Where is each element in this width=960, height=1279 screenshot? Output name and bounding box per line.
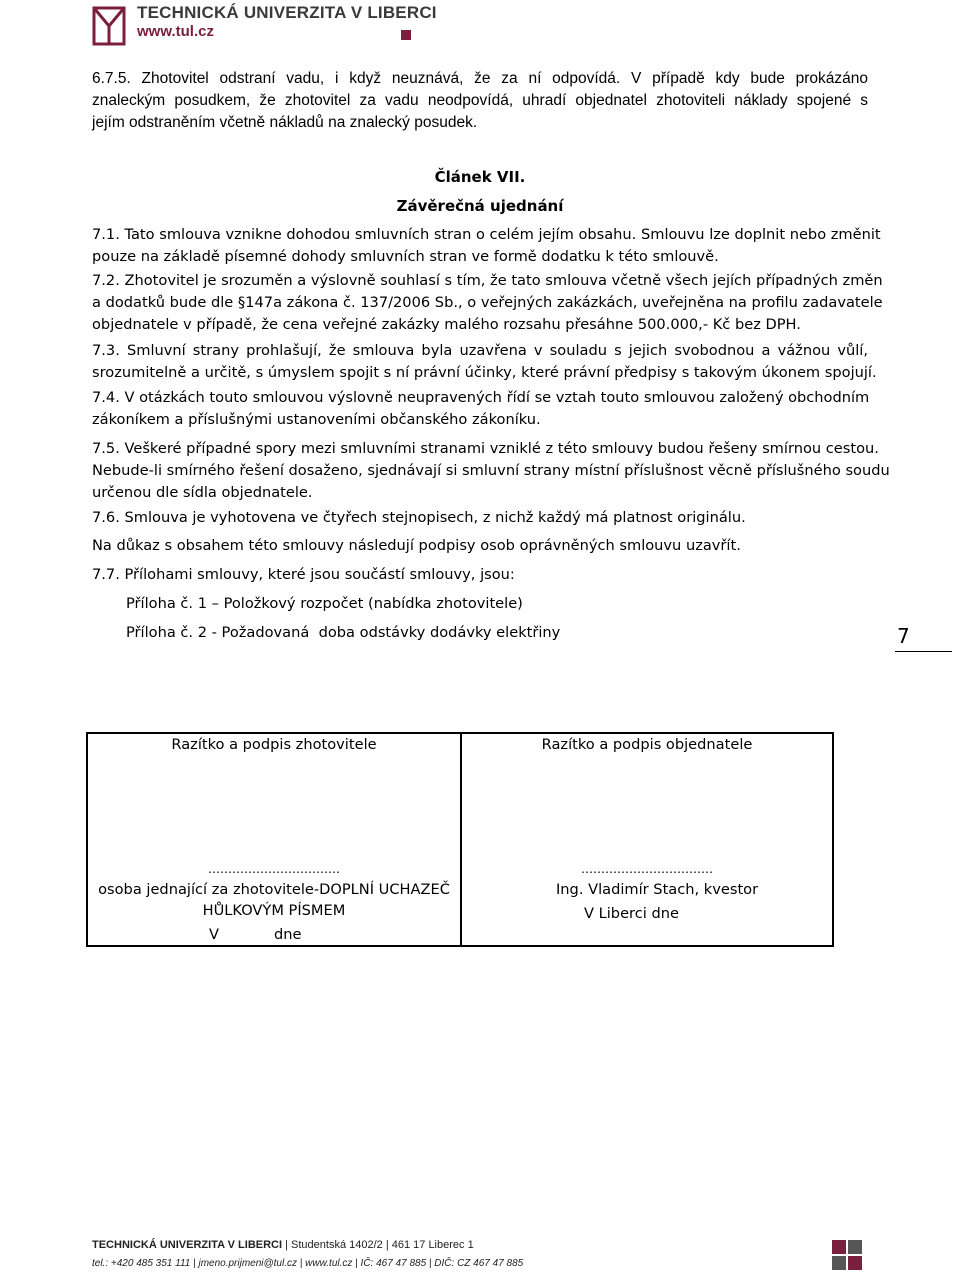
clause-line: určenou dle sídla objednatele. (92, 484, 313, 501)
paragraph-line: 6.7.5. Zhotovitel odstraní vadu, i když neuznává, že za ní odpovídá. V případě kdy bude prokázáno (92, 70, 868, 87)
clause-7-6: 7.6. Smlouva je vyhotovena ve čtyřech stejnopisech, z nichž každý má platnost originálu. (92, 509, 746, 526)
contractor-date: dne (274, 926, 302, 943)
footer-logo-icon (848, 1256, 862, 1270)
signature-line-contractor: …………………………… (208, 862, 340, 876)
client-place-date: V Liberci dne (584, 905, 679, 922)
clause-line: 7.1. Tato smlouva vznikne dohodou smluvních stran o celém jejím obsahu. Smlouvu lze doplnit nebo změnit (92, 226, 881, 243)
footer-logo-icon (848, 1240, 862, 1254)
article-title: Závěrečná ujednání (396, 197, 564, 215)
signature-heading-contractor: Razítko a podpis zhotovitele (171, 736, 377, 753)
clause-line: 7.5. Veškeré případné spory mezi smluvními stranami vzniklé z této smlouvy budou řešeny smírnou cestou. (92, 440, 879, 457)
clause-7-5 (92, 438, 890, 504)
contractor-representative: osoba jednající za zhotovitele-DOPLNÍ UCHAZEČ (98, 881, 450, 898)
page-number-underline (895, 651, 952, 652)
annex-1: Příloha č. 1 – Položkový rozpočet (nabídka zhotovitele) (126, 595, 523, 612)
clause-7-2 (92, 270, 883, 336)
tul-logo-icon (92, 6, 126, 46)
contractor-place: V (209, 926, 219, 943)
clause-line: Nebude-li smírného řešení dosaženo, sjednávají si smluvní strany místní příslušnost věcně příslušného soudu (92, 462, 890, 479)
clause-7-4 (92, 387, 868, 431)
clause-7-7: 7.7. Přílohami smlouvy, které jsou součástí smlouvy, jsou: (92, 566, 515, 583)
clause-line: 7.3. Smluvní strany prohlašují, že smlouva byla uzavřena v souladu s jejich svobodnou a vážnou vůlí, (92, 342, 868, 359)
footer-org: TECHNICKÁ UNIVERZITA V LIBERCI (92, 1239, 283, 1251)
header-university-name: TECHNICKÁ UNIVERZITA V LIBERCI (137, 3, 437, 22)
footer-logo-icon (832, 1256, 846, 1270)
footer-address-line (92, 1239, 474, 1251)
footer-logo-icon (832, 1240, 846, 1254)
clause-7-1 (92, 224, 881, 268)
header-url[interactable]: www.tul.cz (137, 23, 214, 40)
signature-heading-client: Razítko a podpis objednatele (541, 736, 753, 753)
footer-address: | Studentská 1402/2 | 461 17 Liberec 1 (282, 1239, 474, 1251)
signature-table-divider (460, 732, 462, 947)
clause-line: pouze na základě písemné dohody smluvních stran ve formě dodatku k této smlouvě. (92, 248, 719, 265)
clause-line: srozumitelně a určitě, s úmyslem spojit s ní právní účinky, které právní předpisy s takovým úkonem spojují. (92, 364, 877, 381)
paragraph-line: znaleckým posudkem, že zhotovitel za vadu neodpovídá, uhradí objednatel zhotoviteli náklady spojené s (92, 92, 868, 109)
paragraph-line: jejím odstraněním včetně nákladů na znalecký posudek. (92, 114, 478, 131)
clause-7-3 (92, 340, 877, 384)
article-number: Článek VII. (434, 168, 526, 186)
paragraph-675 (92, 68, 868, 134)
contractor-block-letters-note: HŮLKOVÝM PÍSMEM (202, 902, 346, 919)
signature-line-client: …………………………… (581, 862, 713, 876)
clause-line: 7.4. V otázkách touto smlouvou výslovně neupravených řídí se vztah touto smlouvou založený obchodním (92, 389, 870, 406)
annex-2: Příloha č. 2 - Požadovaná doba odstávky dodávky elektřiny (126, 624, 561, 641)
header-brand-square (401, 30, 411, 40)
clause-line: objednatele v případě, že cena veřejné zakázky malého rozsahu přesáhne 500.000,- Kč bez DPH. (92, 316, 801, 333)
clause-line: 7.2. Zhotovitel je srozuměn a výslovně souhlasí s tím, že tato smlouva včetně všech jejích případných změn (92, 272, 883, 289)
page-number: 7 (897, 624, 910, 648)
client-representative: Ing. Vladimír Stach, kvestor (556, 881, 759, 898)
signature-proof-text: Na důkaz s obsahem této smlouvy následují podpisy osob oprávněných smlouvu uzavřít. (92, 537, 741, 554)
clause-line: a dodatků bude dle §147a zákona č. 137/2006 Sb., o veřejných zakázkách, uveřejněna na profilu zadavatele (92, 294, 883, 311)
clause-line: zákoníkem a příslušnými ustanoveními občanského zákoníku. (92, 411, 541, 428)
footer-contacts: tel.: +420 485 351 111 | jmeno.prijmeni@tul.cz | www.tul.cz | IČ: 467 47 885 | DIČ: CZ 467 47 885 (92, 1258, 524, 1269)
